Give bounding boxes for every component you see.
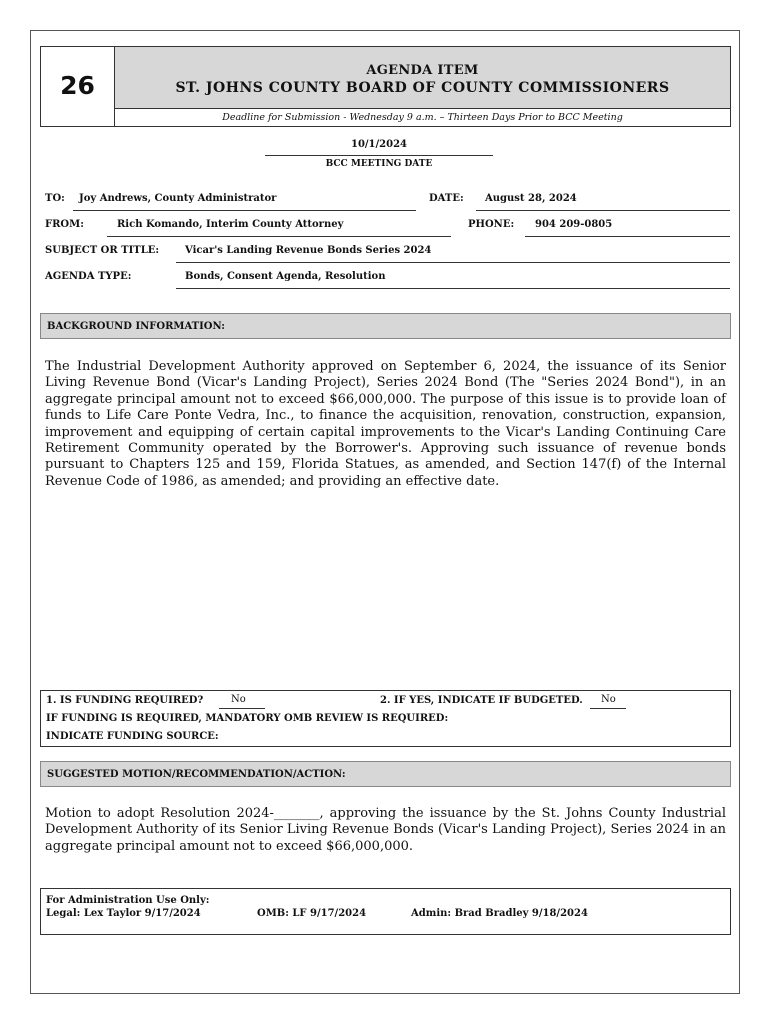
from-label: FROM: <box>45 219 84 230</box>
background-heading: BACKGROUND INFORMATION: <box>47 321 225 332</box>
agenda-item-number: 26 <box>60 71 95 100</box>
agenda-type-label: AGENDA TYPE: <box>45 271 132 282</box>
board-title: ST. JOHNS COUNTY BOARD OF COUNTY COMMISSIONERS <box>175 80 670 96</box>
background-section-header <box>40 313 731 339</box>
funding-source-label: INDICATE FUNDING SOURCE: <box>46 731 219 742</box>
motion-section-header <box>40 761 731 787</box>
admin-use-heading: For Administration Use Only: <box>46 895 210 906</box>
to-value: Joy Andrews, County Administrator <box>79 193 277 204</box>
meeting-date: 10/1/2024 <box>350 139 407 150</box>
background-text: The Industrial Development Authority approved on September 6, 2024, the issuance of its Senior Living Revenue Bond (Vicar's Landing Project), Series 2024 Bond (The "Series 2024 Bond"), in an aggregate principal amount not to exceed $66,000,000. The purpose of this issue is to provide loan of funds to Life Care Ponte Vedra, Inc., to finance the acquisition, renovation, construction, expansion, improvement and equipping of certain capital improvements to the Vicar's Landing Continuing Care Retirement Community operated by the Borrower's. Approving such issuance of revenue bonds pursuant to Chapters 125 and 159, Florida Statues, as amended, and Section 147(f) of the Internal Revenue Code of 1986, as amended; and providing an effective date. <box>45 359 726 489</box>
admin-signoff: Admin: Brad Bradley 9/18/2024 <box>411 908 588 919</box>
meeting-date-underline <box>265 155 493 156</box>
funding-required-label: 1. IS FUNDING REQUIRED? <box>46 695 204 706</box>
meeting-date-label: BCC MEETING DATE <box>325 159 433 169</box>
agenda-title-cell <box>115 47 730 109</box>
budgeted-label: 2. IF YES, INDICATE IF BUDGETED. <box>380 695 583 706</box>
omb-review-note: IF FUNDING IS REQUIRED, MANDATORY OMB REVIEW IS REQUIRED: <box>46 713 449 724</box>
agenda-title: AGENDA ITEM <box>366 63 479 78</box>
agenda-header <box>40 46 731 127</box>
phone-label: PHONE: <box>468 219 515 230</box>
funding-box <box>40 690 731 747</box>
subject-value: Vicar's Landing Revenue Bonds Series 2024 <box>185 245 432 256</box>
to-underline <box>73 210 416 211</box>
date-value: August 28, 2024 <box>485 193 577 204</box>
phone-value: 904 209-0805 <box>535 219 613 230</box>
date-label: DATE: <box>429 193 464 204</box>
administration-box <box>40 888 731 935</box>
funding-required-value: No <box>231 694 246 705</box>
subject-label: SUBJECT OR TITLE: <box>45 245 160 256</box>
motion-text: Motion to adopt Resolution 2024-_______, approving the issuance by the St. Johns County Industrial Development Authority of its Senior Living Revenue Bonds (Vicar's Landing Project), Series 2024 in an aggregate principal amount not to exceed $66,000,000. <box>45 806 726 854</box>
motion-heading: SUGGESTED MOTION/RECOMMENDATION/ACTION: <box>47 769 346 780</box>
to-label: TO: <box>45 193 65 204</box>
from-underline <box>107 236 451 237</box>
agenda-type-underline <box>176 288 730 289</box>
from-value: Rich Komando, Interim County Attorney <box>117 219 344 230</box>
legal-signoff: Legal: Lex Taylor 9/17/2024 <box>46 908 201 919</box>
submission-deadline: Deadline for Submission - Wednesday 9 a.m. – Thirteen Days Prior to BCC Meeting <box>222 112 623 123</box>
phone-underline <box>525 236 730 237</box>
omb-signoff: OMB: LF 9/17/2024 <box>257 908 367 919</box>
budgeted-value: No <box>601 694 616 705</box>
agenda-type-value: Bonds, Consent Agenda, Resolution <box>185 271 386 282</box>
agenda-item-number-cell <box>41 47 115 126</box>
date-underline <box>476 210 730 211</box>
subject-underline <box>176 262 730 263</box>
budgeted-underline <box>590 708 626 709</box>
funding-required-underline <box>219 708 265 709</box>
